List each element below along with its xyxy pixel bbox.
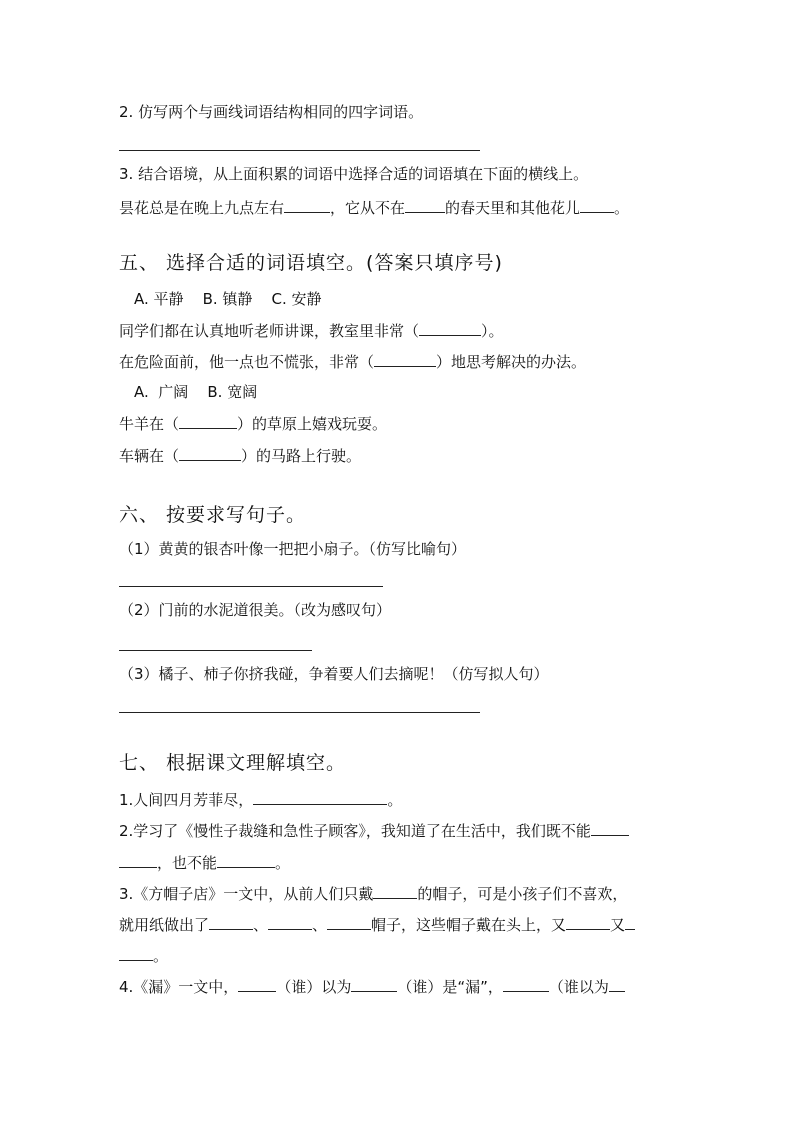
question-7-1 [119, 789, 402, 810]
s53-text-a: 牛羊在（ [119, 415, 180, 433]
sentence-5-3 [119, 413, 387, 434]
blank-5-1[interactable] [419, 320, 481, 336]
q74-text-b: （谁）以为 [276, 978, 352, 996]
q43-text-c: 的春天里和其他花儿 [445, 199, 581, 217]
blank-7-1[interactable] [253, 789, 387, 805]
blank-7-3-4[interactable] [327, 914, 371, 930]
blank-7-2-1b[interactable] [119, 852, 157, 868]
blank-q43-3[interactable] [580, 197, 614, 213]
options-5-2: A. 广阔 B. 宽阔 [134, 383, 258, 401]
question-7-4 [119, 976, 625, 997]
s53-text-b: ）的草原上嬉戏玩耍。 [237, 415, 388, 433]
q71-text-a: 1.人间四月芳菲尽， [119, 791, 254, 809]
q43-text-b: ，它从不在 [330, 199, 406, 217]
blank-7-3-6a[interactable] [625, 914, 635, 930]
q73-text-c: 就用纸做出了 [119, 916, 210, 934]
question-7-2-line2 [119, 852, 290, 873]
blank-5-2[interactable] [374, 351, 436, 367]
blank-q43-1[interactable] [284, 197, 330, 213]
sentence-5-1 [119, 320, 504, 341]
section-5-title: 五、 选择合适的词语填空。(答案只填序号) [119, 252, 503, 274]
q72-text-c: 。 [275, 854, 291, 872]
s54-text-a: 车辆在（ [119, 447, 180, 465]
blank-5-4[interactable] [179, 445, 241, 461]
blank-7-4-2[interactable] [351, 976, 397, 992]
q71-text-b: 。 [387, 791, 403, 809]
question-4-3: 3. 结合语境，从上面积累的词语中选择合适的词语填在下面的横线上。 [119, 165, 589, 183]
blank-7-2-2[interactable] [217, 852, 275, 868]
blank-7-3-3[interactable] [268, 914, 312, 930]
question-7-2-line1 [119, 820, 629, 841]
blank-q43-2[interactable] [405, 197, 445, 213]
q43-text-d: 。 [614, 199, 630, 217]
question-4-2: 2. 仿写两个与画线词语结构相同的四字词语。 [119, 103, 424, 121]
q73-text-g: 又 [610, 916, 626, 934]
q74-text-a: 4.《漏》一文中， [119, 978, 239, 996]
q74-text-d: （谁以为 [548, 978, 609, 996]
answer-line-6-2[interactable] [119, 650, 312, 651]
question-6-2: （2）门前的水泥道很美。（改为感叹句） [119, 601, 392, 619]
question-4-3-sentence [119, 197, 629, 218]
q72-text-b: ，也不能 [157, 854, 218, 872]
q74-text-c: （谁）是“漏”， [397, 978, 503, 996]
s52-text-a: 在危险面前，他一点也不慌张，非常（ [119, 353, 375, 371]
q43-text-a: 昙花总是在晚上九点左右 [119, 199, 285, 217]
section-7-title: 七、 根据课文理解填空。 [119, 752, 347, 774]
question-6-3: （3）橘子、柿子你挤我碰，争着要人们去摘呢！（仿写拟人句） [119, 665, 549, 683]
q73-text-b: 的帽子，可是小孩子们不喜欢， [417, 885, 628, 903]
answer-line-6-3[interactable] [119, 712, 480, 713]
blank-7-3-1[interactable] [373, 883, 417, 899]
question-7-3-line2 [119, 914, 635, 935]
q72-text-a: 2.学习了《慢性子裁缝和急性子顾客》，我知道了在生活中，我们既不能 [119, 822, 591, 840]
sentence-5-4 [119, 445, 361, 466]
answer-line-4-2[interactable] [119, 150, 480, 151]
s51-text-b: ）。 [481, 322, 504, 340]
options-5-1: A. 平静 B. 镇静 C. 安静 [134, 290, 322, 308]
blank-7-3-2[interactable] [209, 914, 253, 930]
blank-7-3-6b[interactable] [119, 945, 153, 961]
question-7-3-line3 [119, 945, 168, 966]
q73-text-d: 、 [253, 916, 269, 934]
q73-text-h: 。 [153, 947, 169, 965]
blank-7-2-1a[interactable] [591, 820, 629, 836]
question-7-3-line1 [119, 883, 627, 904]
section-6-title: 六、 按要求写句子。 [119, 504, 307, 526]
answer-line-6-1[interactable] [119, 586, 383, 587]
blank-5-3[interactable] [179, 413, 237, 429]
sentence-5-2 [119, 351, 586, 372]
s51-text-a: 同学们都在认真地听老师讲课，教室里非常（ [119, 322, 420, 340]
blank-7-3-5[interactable] [566, 914, 610, 930]
blank-7-4-1[interactable] [238, 976, 276, 992]
blank-7-4-4[interactable] [609, 976, 625, 992]
s52-text-b: ）地思考解决的办法。 [436, 353, 587, 371]
s54-text-b: ）的马路上行驶。 [241, 447, 362, 465]
q73-text-a: 3.《方帽子店》一文中，从前人们只戴 [119, 885, 374, 903]
question-6-1: （1）黄黄的银杏叶像一把把小扇子。（仿写比喻句） [119, 540, 467, 558]
q73-text-f: 帽子，这些帽子戴在头上，又 [371, 916, 567, 934]
q73-text-e: 、 [312, 916, 328, 934]
blank-7-4-3[interactable] [503, 976, 549, 992]
